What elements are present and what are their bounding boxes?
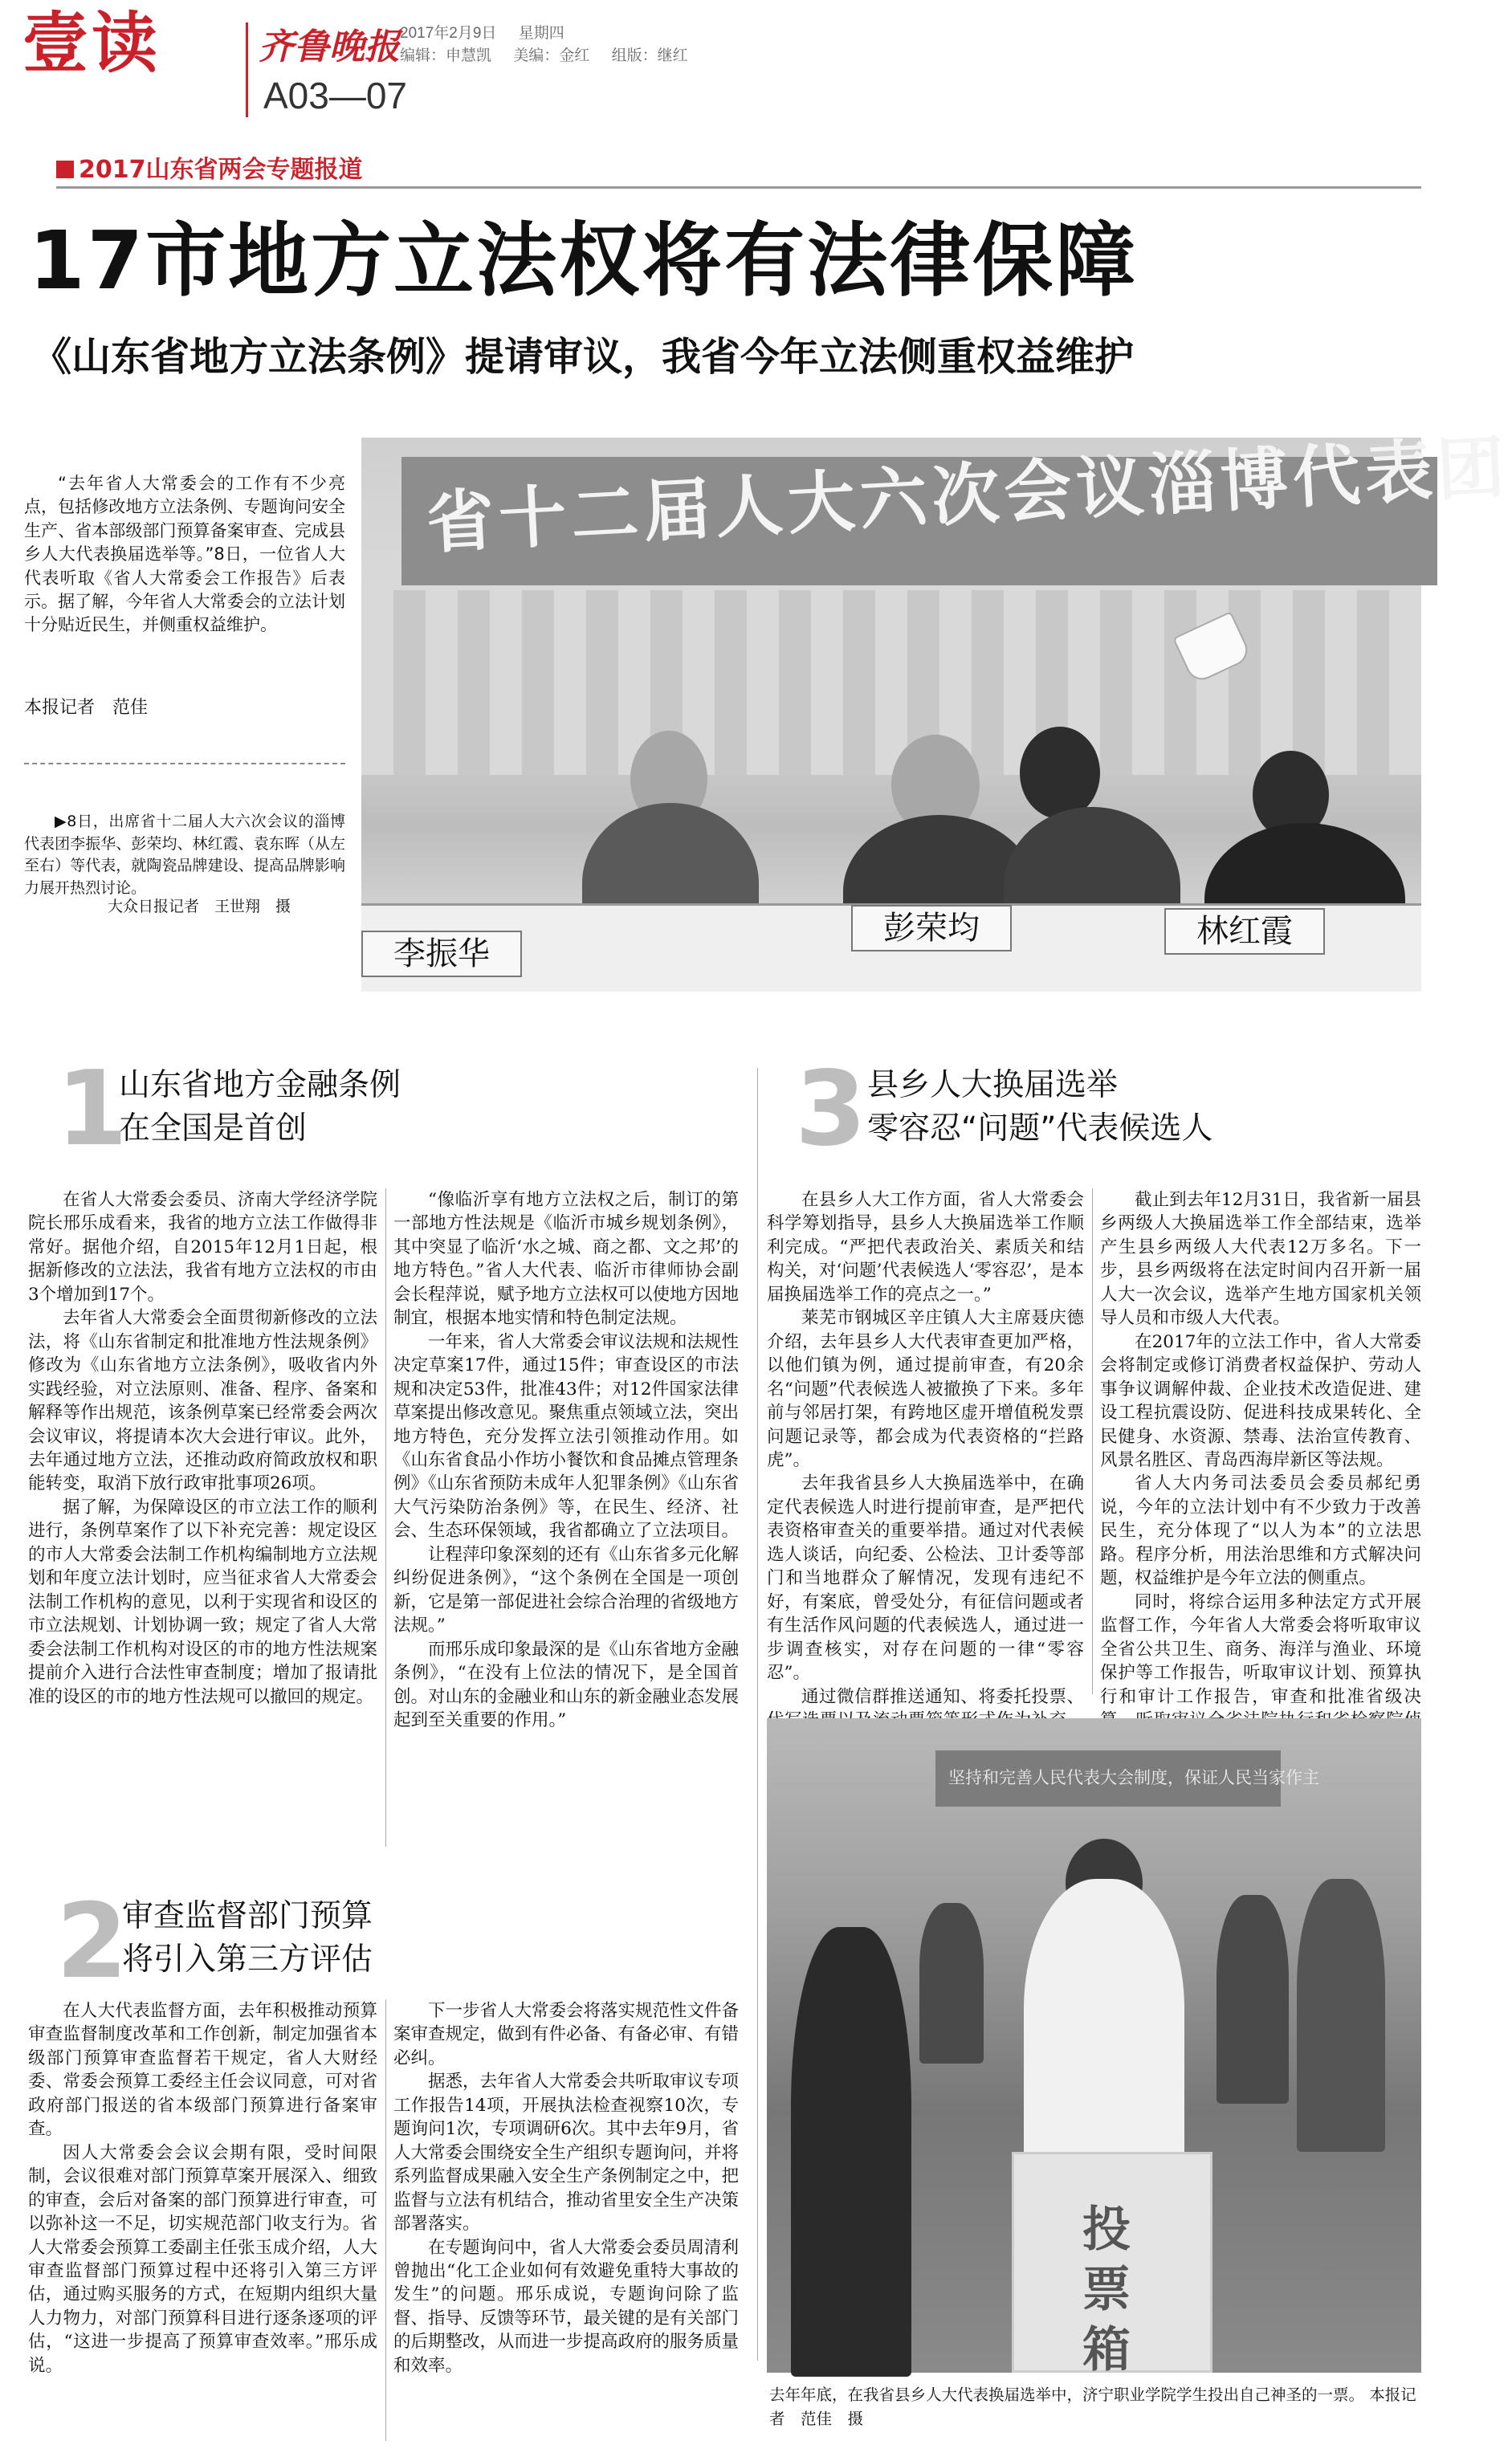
lead-reporter: 本报记者 范佳: [24, 698, 149, 718]
article2-col2-para: 在专题询问中，省人大常委会委员周清利曾抛出“化工企业如何有效避免重特大事故的发生”的问题。邢乐成说，专题询问除了监督、指导、反馈等环节，最关键的是有关部门的后期整改，从而进一步提高政府的服务质量和效率。: [393, 2237, 740, 2376]
article3-title: [867, 1064, 1212, 1151]
article3-title-line2: 零容忍“问题”代表候选人: [867, 1110, 1213, 1147]
article2-title-line2: 将引入第三方评估: [122, 1941, 373, 1978]
art-editor: 美编：金红: [513, 47, 590, 64]
article1-column1: [28, 1188, 377, 1855]
meeting-photo: [361, 427, 1512, 992]
column-divider: [385, 1188, 386, 1847]
column-divider: [757, 1068, 758, 2361]
article1-column2: [393, 1188, 739, 1855]
article1-title: [119, 1064, 401, 1151]
student-voter: [1024, 1879, 1184, 2168]
article3-col1-para: 通过微信群推送通知、将委托投票、: [801, 1686, 1084, 1707]
subheadline: 《山东省地方立法条例》提请审议，我省今年立法侧重权益维护: [32, 334, 1135, 380]
issue-date-line: [400, 21, 582, 43]
article2-column1: [28, 1999, 377, 2449]
article3-title-line1: 县乡人大换届选举: [867, 1067, 1119, 1103]
special-report-label: [56, 149, 363, 185]
article1-col1-para: 在省人大常委会委员、济南大学经济学院院长邢乐成看来，我省的地方立法工作做得非常好。据他介绍，自2015年12月1日起，根据新修改的立法法，我省有地方立法权的市由3个增加到17个。: [28, 1190, 377, 1305]
photo2-caption-text: 去年年底，在我省县乡人大代表换届选举中，济宁职业学院学生投出自己神圣的一票。: [769, 2386, 1365, 2404]
article3-col1-para: 在县乡人大工作方面，省人大常委会科学筹划指导，县乡人大换届选举工作顺利完成。“严把代表政治关、素质关和结构关，对‘问题’代表候选人‘零容忍’，是本届换届选举工作的亮点之一。”: [767, 1190, 1084, 1305]
article3-col1-para: 去年我省县乡人大换届选举中，在确定代表候选人时进行提前审查，是严把代表资格审查关的重要举措。通过对代表候选人谈话，向纪委、公检法、卫计委等部门和当地群众了解情况，发现有违纪不好，有案底，曾受处分，有征信问题或者有生活作风问题的代表候选人，通过进一步调查核实，对存在问题的一律“零容忍”。: [767, 1473, 1084, 1684]
article1-title-line2: 在全国是首创: [119, 1110, 308, 1147]
article3-col2-para: 同时，将综合运用多种法定方式开展监督工作，今年省人大常委会将听取审议全省公共卫生、商务、海洋与渔业、环境保护等工作报告，听取审议计划、预算执行和审计工作报告，审查和批准省级决: [1100, 1591, 1421, 1707]
article1-col1-para: 据了解，为保障设区的市立法工作的顺利进行，条例草案作了以下补充完善：规定设区的市人大常委会法制工作机构编制地方立法规划和年度立法计划时，应当征求省人大常委会法制工作机构的意见，以利于实现省和设区的市立法规划、计划协调一致；规定了省人大常委会法制工作机构对设区的市的地方性法规案提前介入进行合法性审查制度；增加了报请批准的设区的市的地方性法规可以撤回的规定。: [28, 1497, 377, 1707]
student-figure: [919, 1903, 984, 2064]
election-photo: [767, 1718, 1421, 2378]
article2-col2-para: 下一步省人大常委会将落实规范性文件备案审查规定，做到有件必备、有备必审、有错必纠。: [393, 2001, 740, 2068]
article3-col2-para: 在2017年的立法工作中，省人大常委会将制定或修订消费者权益保护、劳动人事争议调解仲裁、企业技术改造促进、建设工程抗震设防、促进科技成果转化、全民健身、水资源、禁毒、法治宣传教育、风景名胜区、青岛西海岸新区等法规。: [1100, 1331, 1421, 1470]
article1-col2-para: 一年来，省人大常委会审议法规和法规性决定草案17件，通过15件；审查设区的市法规和决定53件，批准43件；对12件国家法律草案提出修改意见。聚焦重点领域立法，突出地方特色，充分发挥立法引领推动作用。如《山东省食品小作坊小餐饮和食品摊点管理条例》《山东省预防未成年人犯罪条例》《山东省大气污染防治条例》等，在民生、经济、社会、生态环保领域，我省都确立了立法项目。: [393, 1331, 740, 1542]
article3-column1: [767, 1188, 1084, 1707]
editor-line: [400, 43, 706, 65]
student-figure: [791, 1927, 911, 2377]
article2-number: 2: [56, 1882, 128, 2002]
column-divider: [385, 1999, 386, 2441]
article1-col2-para: 让程萍印象深刻的还有《山东省多元化解纠纷促进条例》，“这个条例在全国是一项创新，它是第一部促进社会综合治理的省级地方法规。”: [393, 1544, 740, 1636]
nameplate: 林红霞: [1164, 908, 1325, 955]
section-name: 壹读: [22, 6, 161, 82]
slogan-board-text: 坚持和完善人民代表大会制度，保证人民当家作主: [948, 1768, 1319, 1787]
article2-col2-para: 据悉，去年省人大常委会共听取审议专项工作报告14项，开展执法检查视察10次，专题询问1次，专项调研6次。其中去年9月，省人大常委会围绕安全生产组织专题询问，并将系列监督成果融入安全生产条例制定之中，把监督与立法有机结合，推动省里安全生产决策部署落实。: [393, 2072, 740, 2235]
article1-col1-para: 去年省人大常委会全面贯彻新修改的立法法，将《山东省制定和批准地方性法规条例》修改为《山东省地方立法条例》，吸收省内外实践经验，对立法原则、准备、程序、备案和解释等作出规范，该条例草案已经常委会两次会议审议，将提请本次大会进行审议。此外，去年通过地方立法，还推动政府简政放权和职能转变，取消下放行政审批事项26项。: [28, 1308, 377, 1494]
article3-number: 3: [795, 1049, 867, 1169]
article2-column2: [393, 1999, 739, 2449]
photo2-credit: 本报记者 范佳 摄: [769, 2386, 1416, 2429]
article2-col1-para: 在人大代表监督方面，去年积极推动预算审查监督制度改革和工作创新，制定加强省本级部门预算审查监督若干规定，省人大财经委、常委会预算工委经主任会议同意，可对省政府部门报送的省本级部门预算进行备案审查。: [28, 2001, 377, 2140]
article2-col1-para: 因人大常委会会议会期有限，受时间限制，会议很难对部门预算草案开展深入、细致的审查，会后对备案的部门预算进行审查，可以弥补这一不足，切实规范部门收支行为。省人大常委会预算工委副主任张玉成介绍，人大审查监督部门预算过程中还将引入第三方评估，通过购买服务的方式，在短期内组织大量人力物力，对部门预算科目进行逐条逐项的评估，“这进一步提高了预算审查效率。”邢乐成说。: [28, 2142, 377, 2376]
article1-col2-para: “像临沂享有地方立法权之后，制订的第一部地方性法规是《临沂市城乡规划条例》，其中突显了临沂‘水之城、商之都、文之邦’的地方特色。”省人大代表、临沂市律师协会副会长程萍说，赋予地方立法权可以使地方因地制宜，根据本地实情和特色制定法规。: [393, 1190, 740, 1329]
special-report-text: 2017山东省两会专题报道: [79, 156, 363, 184]
student-figure: [1217, 1895, 1289, 2104]
photo1-caption: ▶8日，出席省十二届人大六次会议的淄博代表团李振华、彭荣均、林红霞、袁东晖（从左至右）等代表，就陶瓷品牌建设、提高品牌影响力展开热烈讨论。: [24, 813, 345, 897]
article1-title-line1: 山东省地方金融条例: [119, 1067, 401, 1103]
article3-col2-para: 省人大内务司法委员会委员郝纪勇说，今年的立法计划中有不少致力于改善民生，充分体现了“以人为本”的立法思路。程序分析，用法治思维和方式解决问题，权益维护是今年立法的侧重点。: [1100, 1473, 1421, 1589]
delegate-head: [1020, 727, 1100, 819]
article1-col2-para: 而邢乐成印象最深的是《山东省地方金融条例》，“在没有上位法的情况下，是全国首创。对山东的金融业和山东的新金融业态发展起到至关重要的作用。”: [393, 1639, 740, 1730]
layout-editor: 组版：继红: [611, 47, 688, 64]
curtain: [361, 590, 1421, 775]
photo2-caption: [769, 2383, 1421, 2431]
masthead-divider: [246, 22, 248, 117]
nameplate: 李振华: [361, 931, 522, 977]
page-number: A03—07: [263, 75, 408, 116]
section-rule: [56, 186, 1421, 189]
nameplate: 彭荣均: [851, 905, 1012, 951]
lead-paragraph: “去年省人大常委会的工作有不少亮点，包括修改地方立法条例、专题询问安全生产、省本部级部门预算备案审查、完成县乡人大代表换届选举等。”8日，一位省人大代表听取《省人大常委会工作报告》后表示。据了解，今年省人大常委会的立法计划十分贴近民生，并侧重权益维护。: [24, 474, 345, 635]
student-figure: [1297, 1879, 1385, 2152]
column-divider: [1092, 1188, 1093, 1694]
article2-title-line1: 审查监督部门预算: [122, 1898, 373, 1934]
article1-number: 1: [56, 1049, 128, 1169]
issue-date: 2017年2月9日: [400, 25, 497, 42]
ballot-box-label: 投票箱: [1082, 2202, 1131, 2378]
newspaper-logo: 齐鲁晚报: [259, 26, 400, 67]
dashed-divider: [24, 763, 345, 764]
meeting-banner-text: 省十二届人大六次会议淄博代表团: [424, 427, 1512, 563]
article2-title: [122, 1895, 373, 1982]
issue-weekday: 星期四: [518, 25, 564, 42]
headline: 17市地方立法权将有法律保障: [29, 214, 1139, 308]
article3-column2: [1100, 1188, 1421, 1707]
photo1-credit: 大众日报记者 王世翔 摄: [108, 898, 291, 915]
square-bullet-icon: [56, 161, 74, 178]
article3-col1-para: 莱芜市钢城区辛庄镇人大主席聂庆德介绍，去年县乡人大代表审查更加严格，以他们镇为例，通过提前审查，有20余名“问题”代表候选人被撤换了下来。多年前与邻居打架，有跨地区虚开增值税发票问题记录等，都会成为代表资格的“拦路虎”。: [767, 1308, 1084, 1470]
article3-col2-para: 截止到去年12月31日，我省新一届县乡两级人大换届选举工作全部结束，选举产生县乡两级人大代表12万多名。下一步，县乡两级将在法定时间内召开新一届人大一次会议，选举产生地方国家机关领导人员和市级人大代表。: [1100, 1190, 1421, 1329]
editor: 编辑：申慧凯: [400, 47, 492, 64]
